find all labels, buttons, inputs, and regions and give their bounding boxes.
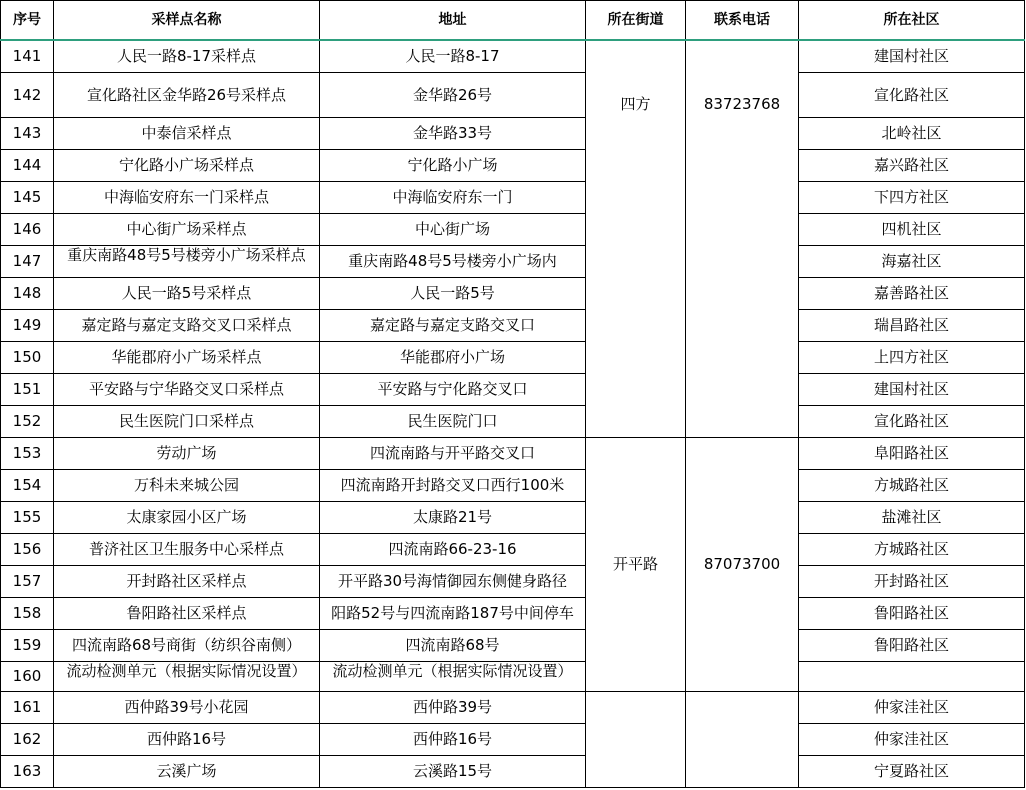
cell-address[interactable]: 人民一路8-17: [320, 40, 586, 72]
table-row: [1, 373, 1025, 405]
cell-address[interactable]: 人民一路5号: [320, 277, 586, 309]
cell-name[interactable]: [54, 245, 320, 277]
cell-name[interactable]: 太康家园小区广场: [54, 501, 320, 533]
table-row: [1, 405, 1025, 437]
cell-no[interactable]: 146: [1, 213, 54, 245]
cell-community[interactable]: 北岭社区: [799, 117, 1025, 149]
cell-community[interactable]: 宣化路社区: [799, 405, 1025, 437]
cell-no[interactable]: 150: [1, 341, 54, 373]
cell-name[interactable]: 鲁阳路社区采样点: [54, 597, 320, 629]
cell-no[interactable]: 153: [1, 437, 54, 469]
cell-name[interactable]: 西仲路39号小花园: [54, 691, 320, 723]
cell-community[interactable]: 仲家洼社区: [799, 691, 1025, 723]
cell-no[interactable]: 161: [1, 691, 54, 723]
cell-community[interactable]: 下四方社区: [799, 181, 1025, 213]
cell-community[interactable]: 上四方社区: [799, 341, 1025, 373]
cell-no[interactable]: 144: [1, 149, 54, 181]
cell-no[interactable]: 163: [1, 755, 54, 787]
cell-community[interactable]: 海嘉社区: [799, 245, 1025, 277]
cell-no[interactable]: 160: [1, 661, 54, 691]
cell-name-text: 重庆南路48号5号楼旁小广场采样点: [67, 246, 306, 264]
cell-name[interactable]: 开封路社区采样点: [54, 565, 320, 597]
cell-address[interactable]: 嘉定路与嘉定支路交叉口: [320, 309, 586, 341]
table-row: [1, 72, 1025, 117]
cell-name[interactable]: 中心街广场采样点: [54, 213, 320, 245]
cell-name[interactable]: 云溪广场: [54, 755, 320, 787]
table-row: [1, 629, 1025, 661]
cell-address[interactable]: 四流南路66-23-16: [320, 533, 586, 565]
cell-no[interactable]: 162: [1, 723, 54, 755]
cell-phone[interactable]: 87073700: [686, 437, 799, 691]
cell-no[interactable]: 148: [1, 277, 54, 309]
cell-community[interactable]: 嘉善路社区: [799, 277, 1025, 309]
cell-community[interactable]: 建国村社区: [799, 373, 1025, 405]
cell-community[interactable]: 阜阳路社区: [799, 437, 1025, 469]
table-row: [1, 213, 1025, 245]
cell-no[interactable]: 157: [1, 565, 54, 597]
cell-name[interactable]: 嘉定路与嘉定支路交叉口采样点: [54, 309, 320, 341]
cell-address[interactable]: 金华路26号: [320, 72, 586, 117]
table-row: [1, 661, 1025, 691]
table-row: [1, 469, 1025, 501]
cell-no[interactable]: 147: [1, 245, 54, 277]
table-row: [1, 597, 1025, 629]
cell-address[interactable]: 华能郡府小广场: [320, 341, 586, 373]
cell-community[interactable]: 方城路社区: [799, 533, 1025, 565]
cell-community[interactable]: 盐滩社区: [799, 501, 1025, 533]
cell-no[interactable]: 152: [1, 405, 54, 437]
cell-no[interactable]: 151: [1, 373, 54, 405]
cell-name[interactable]: 人民一路8-17采样点: [54, 40, 320, 72]
table-row: [1, 755, 1025, 787]
cell-name[interactable]: 中海临安府东一门采样点: [54, 181, 320, 213]
table-row: [1, 691, 1025, 723]
cell-community[interactable]: 方城路社区: [799, 469, 1025, 501]
cell-street[interactable]: [586, 691, 686, 787]
cell-no[interactable]: 155: [1, 501, 54, 533]
cell-address[interactable]: 金华路33号: [320, 117, 586, 149]
cell-address[interactable]: 重庆南路48号5号楼旁小广场内: [320, 245, 586, 277]
cell-community[interactable]: 鲁阳路社区: [799, 597, 1025, 629]
cell-no[interactable]: 149: [1, 309, 54, 341]
cell-community[interactable]: 嘉兴路社区: [799, 149, 1025, 181]
cell-community[interactable]: 瑞昌路社区: [799, 309, 1025, 341]
cell-name-text: 流动检测单元（根据实际情况设置）: [66, 662, 307, 680]
table-row: [1, 40, 1025, 72]
table-row: [1, 309, 1025, 341]
cell-name[interactable]: 西仲路16号: [54, 723, 320, 755]
cell-name[interactable]: 华能郡府小广场采样点: [54, 341, 320, 373]
cell-address[interactable]: 太康路21号: [320, 501, 586, 533]
cell-address[interactable]: 云溪路15号: [320, 755, 586, 787]
cell-name[interactable]: 平安路与宁华路交叉口采样点: [54, 373, 320, 405]
cell-name[interactable]: 万科未来城公园: [54, 469, 320, 501]
cell-no[interactable]: 159: [1, 629, 54, 661]
cell-name[interactable]: 劳动广场: [54, 437, 320, 469]
header-cell-no[interactable]: 序号: [1, 1, 54, 41]
table-row: [1, 341, 1025, 373]
cell-address[interactable]: 开平路30号海情御园东侧健身路径: [320, 565, 586, 597]
table-row: [1, 437, 1025, 469]
header-cell-name[interactable]: 采样点名称: [54, 1, 320, 41]
cell-name[interactable]: 宁化路小广场采样点: [54, 149, 320, 181]
cell-name[interactable]: 人民一路5号采样点: [54, 277, 320, 309]
cell-address[interactable]: 中海临安府东一门: [320, 181, 586, 213]
table-row: [1, 181, 1025, 213]
cell-address[interactable]: 四流南路与开平路交叉口: [320, 437, 586, 469]
cell-address[interactable]: 宁化路小广场: [320, 149, 586, 181]
cell-community[interactable]: 宣化路社区: [799, 72, 1025, 117]
header-cell-community[interactable]: 所在社区: [799, 1, 1025, 41]
cell-no[interactable]: 142: [1, 72, 54, 117]
cell-community[interactable]: 鲁阳路社区: [799, 629, 1025, 661]
cell-no[interactable]: 154: [1, 469, 54, 501]
cell-address[interactable]: 四流南路开封路交叉口西行100米: [320, 469, 586, 501]
header-cell-phone[interactable]: 联系电话: [686, 1, 799, 41]
cell-no[interactable]: 141: [1, 40, 54, 72]
cell-street[interactable]: 开平路: [586, 437, 686, 691]
header-cell-address[interactable]: 地址: [320, 1, 586, 41]
cell-no[interactable]: 143: [1, 117, 54, 149]
cell-address[interactable]: 西仲路16号: [320, 723, 586, 755]
cell-community[interactable]: [799, 661, 1025, 691]
cell-name[interactable]: [54, 661, 320, 691]
cell-no[interactable]: 156: [1, 533, 54, 565]
cell-community[interactable]: 开封路社区: [799, 565, 1025, 597]
cell-name[interactable]: 四流南路68号商街（纺织谷南侧）: [54, 629, 320, 661]
cell-name[interactable]: 民生医院门口采样点: [54, 405, 320, 437]
cell-address[interactable]: 四流南路68号: [320, 629, 586, 661]
table-row: [1, 149, 1025, 181]
table-row: [1, 565, 1025, 597]
header-cell-street[interactable]: 所在街道: [586, 1, 686, 41]
cell-name[interactable]: 中泰信采样点: [54, 117, 320, 149]
cell-address[interactable]: 中心街广场: [320, 213, 586, 245]
cell-address[interactable]: 民生医院门口: [320, 405, 586, 437]
cell-address[interactable]: [320, 661, 586, 691]
cell-community[interactable]: 仲家洼社区: [799, 723, 1025, 755]
table-row: [1, 501, 1025, 533]
table-row: [1, 533, 1025, 565]
cell-phone[interactable]: [686, 691, 799, 787]
table-row: [1, 723, 1025, 755]
cell-community[interactable]: 四机社区: [799, 213, 1025, 245]
cell-phone[interactable]: 83723768: [686, 40, 799, 437]
cell-address[interactable]: 西仲路39号: [320, 691, 586, 723]
cell-community[interactable]: 建国村社区: [799, 40, 1025, 72]
cell-address[interactable]: 阳路52号与四流南路187号中间停车: [320, 597, 586, 629]
table-row: [1, 117, 1025, 149]
header-row: [1, 1, 1025, 41]
table-row: [1, 245, 1025, 277]
cell-no[interactable]: 158: [1, 597, 54, 629]
cell-no[interactable]: 145: [1, 181, 54, 213]
table-row: [1, 277, 1025, 309]
cell-street[interactable]: 四方: [586, 40, 686, 437]
cell-name[interactable]: 宣化路社区金华路26号采样点: [54, 72, 320, 117]
cell-address[interactable]: 平安路与宁化路交叉口: [320, 373, 586, 405]
cell-community[interactable]: 宁夏路社区: [799, 755, 1025, 787]
cell-address-text: 流动检测单元（根据实际情况设置）: [332, 662, 573, 680]
cell-name[interactable]: 普济社区卫生服务中心采样点: [54, 533, 320, 565]
